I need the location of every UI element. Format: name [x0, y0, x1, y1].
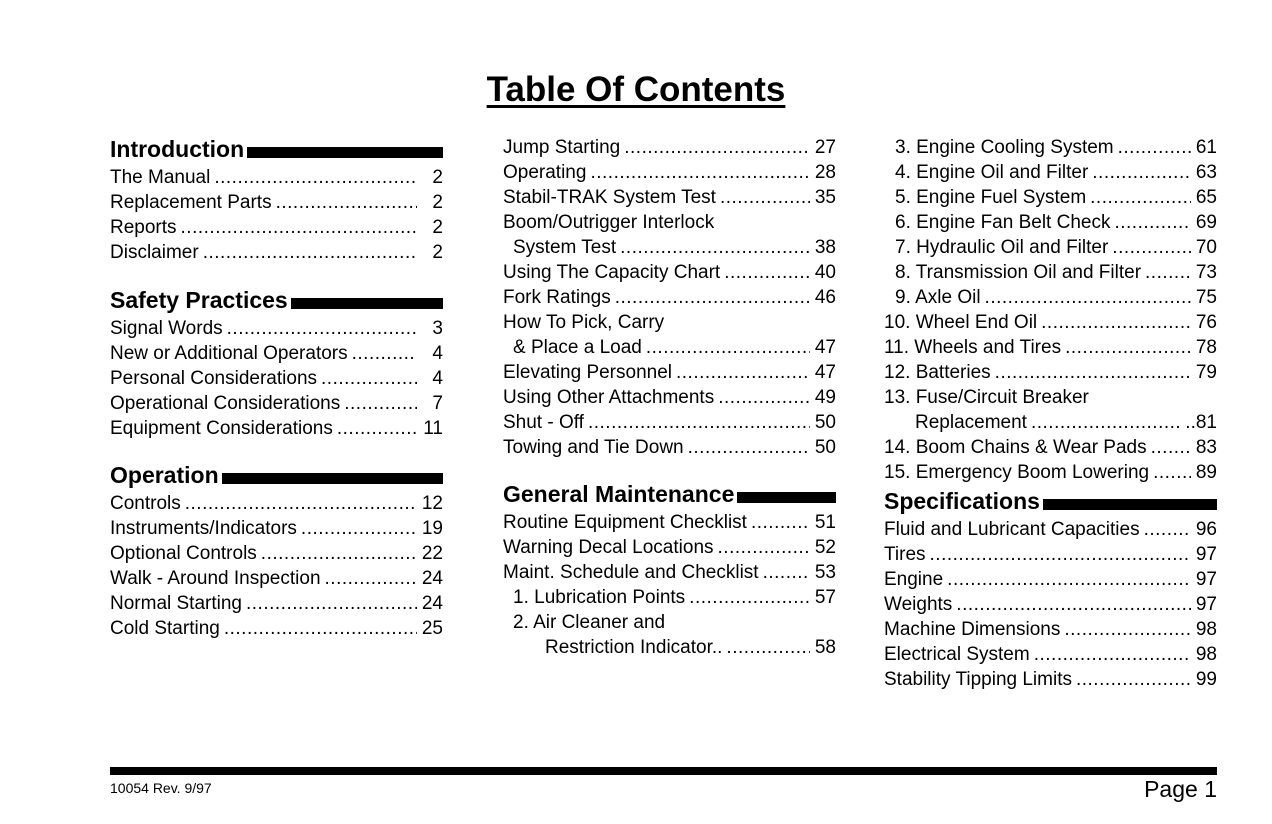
- entry-text: Disclaimer: [110, 242, 199, 263]
- entry-text: Routine Equipment Checklist: [503, 512, 747, 533]
- section-heading-specifications: [884, 486, 1217, 514]
- leader-dots: [1090, 187, 1191, 209]
- leader-dots: [214, 167, 417, 189]
- leader-dots: [1034, 644, 1191, 666]
- entry-page: 28: [814, 162, 836, 183]
- entry-text: 14. Boom Chains & Wear Pads: [884, 437, 1147, 458]
- toc-column-2: [503, 134, 836, 659]
- toc-entry[interactable]: [110, 340, 443, 365]
- entry-page: 52: [814, 537, 836, 558]
- leader-dots: [1092, 162, 1191, 184]
- toc-entry[interactable]: [884, 209, 1217, 234]
- entry-page: 70: [1195, 237, 1217, 258]
- entry-page: 58: [814, 637, 836, 658]
- leader-dots: [1065, 337, 1191, 359]
- leader-dots: [720, 187, 810, 209]
- toc-entry[interactable]: [110, 540, 443, 565]
- leader-dots: [1118, 137, 1191, 159]
- entry-text: 11. Wheels and Tires: [884, 337, 1062, 358]
- toc-entry[interactable]: [110, 515, 443, 540]
- leader-dots: [352, 343, 417, 365]
- entry-text: Towing and Tie Down: [503, 437, 684, 458]
- entry-text: Fluid and Lubricant Capacities: [884, 519, 1140, 540]
- toc-entry[interactable]: [503, 584, 836, 609]
- section-heading-operation: [110, 460, 443, 488]
- entry-text: Equipment Considerations: [110, 418, 333, 439]
- section-heading-introduction: [110, 134, 443, 162]
- entry-text: 12. Batteries: [884, 362, 991, 383]
- toc-entry[interactable]: [884, 284, 1217, 309]
- toc-entry[interactable]: [110, 315, 443, 340]
- entry-text: Operating: [503, 162, 587, 183]
- toc-entry[interactable]: [884, 159, 1217, 184]
- entry-text: Stabil-TRAK System Test: [503, 187, 716, 208]
- entry-page: 61: [1195, 137, 1217, 158]
- toc-entry[interactable]: [884, 234, 1217, 259]
- entry-page: 24: [421, 593, 443, 614]
- toc-entry[interactable]: [884, 259, 1217, 284]
- page-title: Table Of Contents: [486, 70, 786, 109]
- leader-dots: [718, 387, 810, 409]
- toc-entry[interactable]: [884, 666, 1217, 691]
- footer-document-code: 10054 Rev. 9/97: [110, 780, 212, 796]
- toc-entry[interactable]: [503, 359, 836, 384]
- entry-text: Machine Dimensions: [884, 619, 1061, 640]
- entry-page: 25: [421, 618, 443, 639]
- leader-dots: [724, 262, 810, 284]
- entry-text: 6. Engine Fan Belt Check: [895, 212, 1111, 233]
- entry-page: 53: [814, 562, 836, 583]
- section-heading-text: Specifications: [884, 488, 1040, 514]
- toc-entry[interactable]: [503, 509, 836, 534]
- entry-page: 51: [814, 512, 836, 533]
- entry-page: 99: [1195, 669, 1217, 690]
- footer-page-number: Page 1: [1144, 776, 1217, 802]
- entry-page: 2: [432, 167, 443, 188]
- leader-dots: [985, 287, 1191, 309]
- entry-text: Signal Words: [110, 318, 223, 339]
- entry-text: Shut - Off: [503, 412, 584, 433]
- entry-page: 57: [814, 587, 836, 608]
- leader-dots: [276, 192, 417, 214]
- entry-text: Operational Considerations: [110, 393, 341, 414]
- entry-page: 75: [1195, 287, 1217, 308]
- entry-text: Controls: [110, 493, 181, 514]
- entry-text: Electrical System: [884, 644, 1030, 665]
- entry-page: 89: [1195, 462, 1217, 483]
- entry-text: 15. Emergency Boom Lowering: [884, 462, 1150, 483]
- toc-entry[interactable]: [884, 184, 1217, 209]
- leader-dots: [676, 362, 810, 384]
- entry-page: 63: [1195, 162, 1217, 183]
- entry-text: Maint. Schedule and Checklist: [503, 562, 759, 583]
- leader-dots: [763, 562, 810, 584]
- entry-text: System Test: [513, 237, 617, 258]
- toc-entry[interactable]: [503, 559, 836, 584]
- entry-page: 78: [1195, 337, 1217, 358]
- section-heading-text: General Maintenance: [503, 481, 735, 507]
- toc-entry[interactable]: [503, 534, 836, 559]
- entry-text: Using Other Attachments: [503, 387, 715, 408]
- section-heading-text: Operation: [110, 462, 219, 488]
- entry-page: 2: [432, 242, 443, 263]
- leader-dots: [1145, 262, 1191, 284]
- toc-entry[interactable]: [503, 409, 836, 434]
- toc-entry[interactable]: [503, 334, 836, 359]
- entry-page: 73: [1195, 262, 1217, 283]
- heading-bar: [222, 473, 443, 484]
- entry-page: 11: [423, 418, 443, 439]
- entry-text: Cold Starting: [110, 618, 220, 639]
- entry-text: Instruments/Indicators: [110, 518, 297, 539]
- entry-page: 50: [814, 437, 836, 458]
- entry-text: & Place a Load: [513, 337, 642, 358]
- entry-page: 7: [432, 393, 443, 414]
- toc-column-1: [110, 134, 443, 640]
- entry-page: 97: [1195, 569, 1217, 590]
- entry-text: Normal Starting: [110, 593, 242, 614]
- leader-dots: [181, 217, 417, 239]
- toc-entry[interactable]: [503, 159, 836, 184]
- toc-entry[interactable]: [110, 239, 443, 264]
- entry-page: 4: [432, 368, 443, 389]
- entry-page: 79: [1195, 362, 1217, 383]
- entry-text: Replacement Parts: [110, 192, 272, 213]
- toc-entry[interactable]: [110, 390, 443, 415]
- leader-dots: [325, 568, 417, 590]
- entry-page: 2: [432, 192, 443, 213]
- toc-entry[interactable]: [884, 459, 1217, 484]
- leader-dots: [956, 594, 1191, 616]
- toc-entry[interactable]: [110, 189, 443, 214]
- entry-page: 4: [432, 343, 443, 364]
- entry-page: 98: [1195, 644, 1217, 665]
- entry-text: Warning Decal Locations: [503, 537, 714, 558]
- entry-page: ..81: [1185, 412, 1217, 433]
- toc-entry[interactable]: [503, 134, 836, 159]
- leader-dots: [930, 544, 1191, 566]
- entry-page: 3: [432, 318, 443, 339]
- leader-dots: [646, 337, 810, 359]
- leader-dots: [1076, 669, 1191, 691]
- entry-text: 9. Axle Oil: [895, 287, 981, 308]
- entry-text: 8. Transmission Oil and Filter: [895, 262, 1142, 283]
- entry-page: 22: [421, 543, 443, 564]
- entry-page: 12: [421, 493, 443, 514]
- section-heading-safety-practices: [110, 285, 443, 313]
- leader-dots: [688, 437, 810, 459]
- leader-dots: [588, 412, 810, 434]
- section-heading-text: Safety Practices: [110, 287, 288, 313]
- entry-text: Engine: [884, 569, 944, 590]
- leader-dots: [203, 242, 417, 264]
- entry-page: 98: [1195, 619, 1217, 640]
- leader-dots: [590, 162, 810, 184]
- entry-text: 10. Wheel End Oil: [884, 312, 1038, 333]
- entry-text: Reports: [110, 217, 177, 238]
- toc-entry[interactable]: [884, 566, 1217, 591]
- toc-entry[interactable]: [110, 615, 443, 640]
- leader-dots: [689, 587, 810, 609]
- entry-text: Stability Tipping Limits: [884, 669, 1072, 690]
- entry-page: 27: [814, 137, 836, 158]
- entry-page: 38: [814, 237, 836, 258]
- entry-page: 97: [1195, 594, 1217, 615]
- entry-text: Elevating Personnel: [503, 362, 672, 383]
- toc-entry[interactable]: [884, 334, 1217, 359]
- heading-bar: [737, 492, 836, 503]
- entry-page: 49: [814, 387, 836, 408]
- entry-text: The Manual: [110, 167, 211, 188]
- entry-page: 47: [814, 362, 836, 383]
- leader-dots: [1151, 437, 1191, 459]
- entry-text: Boom/Outrigger Interlock: [503, 212, 715, 233]
- toc-entry[interactable]: [110, 490, 443, 515]
- leader-dots: [224, 618, 417, 640]
- toc-entry[interactable]: [884, 434, 1217, 459]
- toc-entry[interactable]: [110, 164, 443, 189]
- leader-dots: [246, 593, 417, 615]
- toc-entry[interactable]: [884, 409, 1217, 434]
- toc-entry[interactable]: [503, 384, 836, 409]
- leader-dots: [1112, 237, 1191, 259]
- entry-page: 97: [1195, 544, 1217, 565]
- entry-page: 2: [432, 217, 443, 238]
- entry-page: 46: [814, 287, 836, 308]
- entry-page: 47: [814, 337, 836, 358]
- leader-dots: [344, 393, 417, 415]
- leader-dots: [321, 368, 417, 390]
- leader-dots: [227, 318, 417, 340]
- leader-dots: [947, 569, 1191, 591]
- toc-entry[interactable]: [503, 284, 836, 309]
- toc-entry[interactable]: [110, 214, 443, 239]
- section-heading-text: Introduction: [110, 136, 245, 162]
- leader-dots: [261, 543, 417, 565]
- entry-text: New or Additional Operators: [110, 343, 348, 364]
- entry-text: Weights: [884, 594, 953, 615]
- leader-dots: [620, 237, 810, 259]
- toc-entry[interactable]: [884, 591, 1217, 616]
- entry-page: 69: [1195, 212, 1217, 233]
- toc-entry[interactable]: [110, 365, 443, 390]
- leader-dots: [301, 518, 417, 540]
- toc-entry-heading-line[interactable]: [503, 209, 836, 234]
- leader-dots: [1153, 462, 1191, 484]
- entry-page: 65: [1195, 187, 1217, 208]
- entry-page: 35: [814, 187, 836, 208]
- leader-dots: [185, 493, 417, 515]
- toc-entry-heading-line[interactable]: [503, 609, 836, 634]
- entry-text: 13. Fuse/Circuit Breaker: [884, 387, 1089, 408]
- entry-text: Jump Starting: [503, 137, 621, 158]
- toc-entry[interactable]: [884, 641, 1217, 666]
- toc-entry[interactable]: [884, 134, 1217, 159]
- leader-dots: [624, 137, 810, 159]
- toc-entry[interactable]: [503, 259, 836, 284]
- entry-page: 40: [814, 262, 836, 283]
- entry-text: Replacement: [915, 412, 1027, 433]
- toc-entry[interactable]: [110, 415, 443, 440]
- leader-dots: [751, 512, 810, 534]
- entry-text: 7. Hydraulic Oil and Filter: [895, 237, 1109, 258]
- entry-text: Walk - Around Inspection: [110, 568, 321, 589]
- leader-dots: [718, 537, 810, 559]
- toc-entry[interactable]: [503, 434, 836, 459]
- leader-dots: [995, 362, 1191, 384]
- entry-text: Tires: [884, 544, 926, 565]
- leader-dots: [1064, 619, 1191, 641]
- leader-dots: [615, 287, 810, 309]
- entry-text: 5. Engine Fuel System: [895, 187, 1087, 208]
- entry-page: 76: [1195, 312, 1217, 333]
- entry-page: 50: [814, 412, 836, 433]
- toc-entry-heading-line[interactable]: [884, 384, 1217, 409]
- entry-text: Restriction Indicator..: [545, 637, 723, 658]
- leader-dots: [1144, 519, 1191, 541]
- leader-dots: [1031, 412, 1181, 434]
- entry-text: 2. Air Cleaner and: [513, 612, 666, 633]
- heading-bar: [247, 147, 443, 158]
- entry-text: How To Pick, Carry: [503, 312, 665, 333]
- toc-entry[interactable]: [503, 634, 836, 659]
- entry-text: 1. Lubrication Points: [513, 587, 686, 608]
- toc-entry[interactable]: [503, 234, 836, 259]
- entry-text: Using The Capacity Chart: [503, 262, 721, 283]
- entry-page: 96: [1195, 519, 1217, 540]
- leader-dots: [1114, 212, 1191, 234]
- leader-dots: [1041, 312, 1191, 334]
- entry-text: Optional Controls: [110, 543, 257, 564]
- toc-entry[interactable]: [884, 516, 1217, 541]
- toc-entry[interactable]: [110, 590, 443, 615]
- leader-dots: [726, 637, 810, 659]
- entry-text: Fork Ratings: [503, 287, 611, 308]
- toc-entry[interactable]: [503, 184, 836, 209]
- entry-page: 19: [421, 518, 443, 539]
- section-heading-general-maintenance: [503, 479, 836, 507]
- entry-page: 83: [1195, 437, 1217, 458]
- toc-entry[interactable]: [884, 359, 1217, 384]
- toc-entry[interactable]: [884, 541, 1217, 566]
- footer-rule: [110, 767, 1217, 775]
- heading-bar: [291, 298, 443, 309]
- toc-entry[interactable]: [110, 565, 443, 590]
- leader-dots: [337, 418, 417, 440]
- entry-page: 24: [421, 568, 443, 589]
- toc-column-3: [884, 134, 1217, 691]
- toc-entry-heading-line[interactable]: [503, 309, 836, 334]
- heading-bar: [1043, 499, 1217, 510]
- entry-text: 3. Engine Cooling System: [895, 137, 1114, 158]
- toc-entry[interactable]: [884, 616, 1217, 641]
- entry-text: Personal Considerations: [110, 368, 318, 389]
- toc-entry[interactable]: [884, 309, 1217, 334]
- entry-text: 4. Engine Oil and Filter: [895, 162, 1089, 183]
